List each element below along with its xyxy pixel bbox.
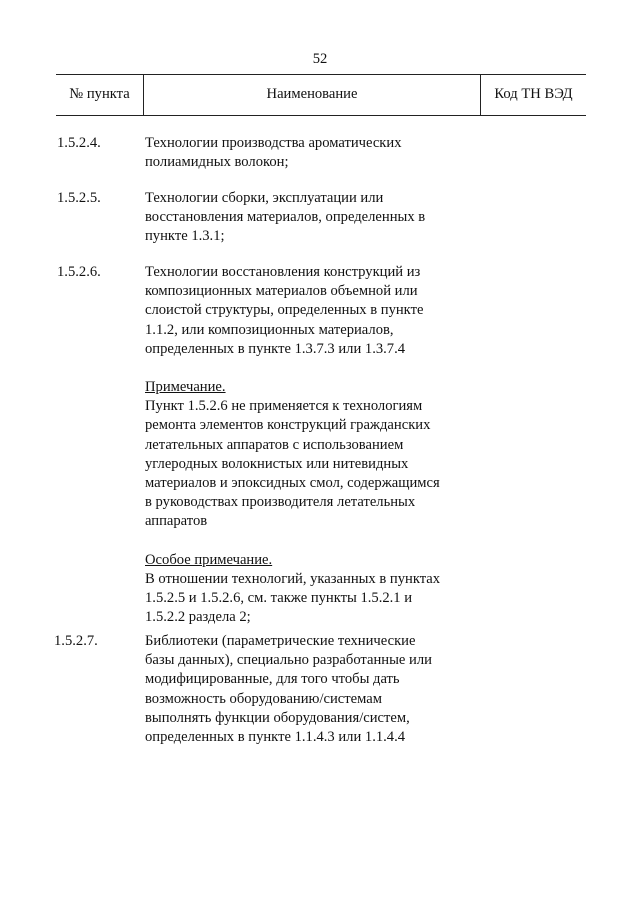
entry-text xyxy=(145,189,575,247)
note-line: летательных аппаратов с использованием xyxy=(145,436,404,453)
special-note-line: В отношении технологий, указанных в пунктах xyxy=(145,570,441,587)
entry-line: слоистой структуры, определенных в пункте xyxy=(145,302,424,319)
entry-text xyxy=(145,134,575,172)
note-line: углеродных волокнистых или нитевидных xyxy=(145,455,409,472)
entry-number: 1.5.2.5. xyxy=(57,190,101,206)
header-col-number: № пункта xyxy=(56,75,144,115)
table-header xyxy=(56,74,586,116)
note-line: материалов и эпоксидных смол, содержащимся xyxy=(145,475,440,492)
special-note-line: 1.5.2.5 и 1.5.2.6, см. также пункты 1.5.2.1 и xyxy=(145,590,413,607)
entry-line: композиционных материалов объемной или xyxy=(145,283,418,300)
header-col-name: Наименование xyxy=(144,75,481,115)
entry-line: Технологии сборки, эксплуатации или xyxy=(145,190,384,206)
entry-line: Технологии производства ароматических xyxy=(145,135,402,151)
note-line: в руководствах производителя летательных xyxy=(145,494,416,511)
note-title: Примечание. xyxy=(145,379,226,396)
entry-line: 1.1.2, или композиционных материалов, xyxy=(145,321,394,338)
special-note-block xyxy=(145,551,575,628)
note-line: Пункт 1.5.2.6 не применяется к технологиям xyxy=(145,398,423,415)
entry-line: определенных в пункте 1.3.7.3 или 1.3.7.4 xyxy=(145,340,406,357)
entry-line: модифицированные, для того чтобы дать xyxy=(145,671,400,688)
entry-line: определенных в пункте 1.1.4.3 или 1.1.4.4 xyxy=(145,729,406,746)
entry-line: базы данных), специально разработанные или xyxy=(145,652,432,669)
entry-text xyxy=(145,632,575,747)
entry-line: пункте 1.3.1; xyxy=(145,228,225,245)
special-note-title: Особое примечание. xyxy=(145,551,273,568)
header-col-code: Код ТН ВЭД xyxy=(494,86,573,103)
entry-number: 1.5.2.4. xyxy=(57,135,101,151)
page-number: 52 xyxy=(312,51,328,67)
entry-number: 1.5.2.7. xyxy=(54,633,98,649)
note-line: аппаратов xyxy=(145,513,208,530)
entry-line: восстановления материалов, определенных в xyxy=(145,209,426,226)
note-block xyxy=(145,378,575,532)
entry-line: полиамидных волокон; xyxy=(145,154,289,171)
entry-line: Технологии восстановления конструкций из xyxy=(145,264,421,280)
entry-number: 1.5.2.6. xyxy=(57,264,101,280)
entry-line: выполнять функции оборудования/систем, xyxy=(145,709,410,726)
special-note-line: 1.5.2.2 раздела 2; xyxy=(145,609,251,626)
note-line: ремонта элементов конструкций гражданских xyxy=(145,417,431,434)
entry-line: Библиотеки (параметрические технические xyxy=(145,633,416,649)
entry-line: возможность оборудованию/системам xyxy=(145,690,382,707)
entry-text xyxy=(145,263,575,627)
